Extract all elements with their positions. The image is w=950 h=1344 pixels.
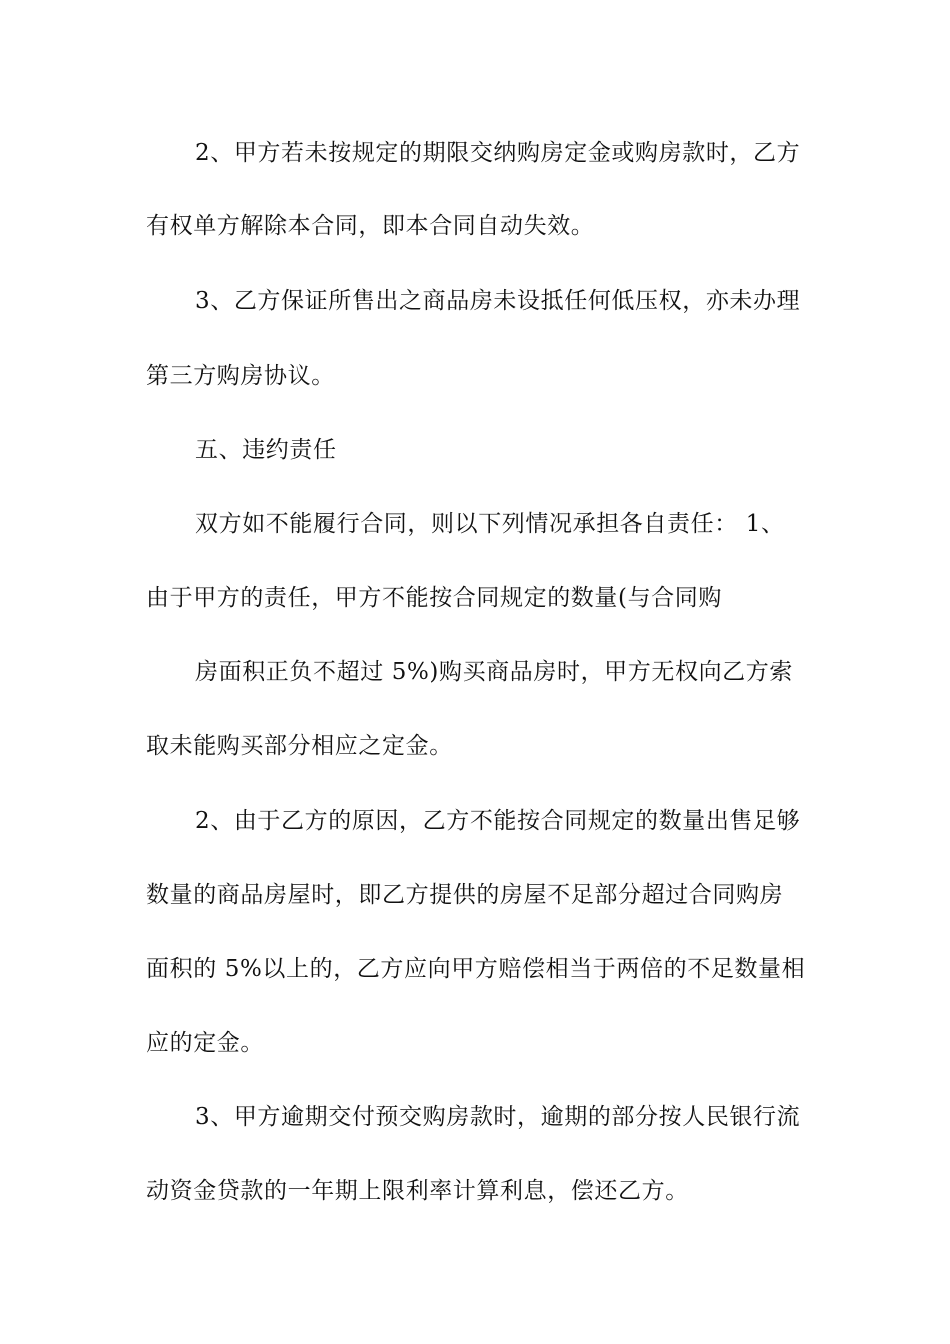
paragraph-line: 取未能购买部分相应之定金。: [146, 733, 453, 759]
paragraph-line: 2、甲方若未按规定的期限交纳购房定金或购房款时，乙方: [195, 140, 801, 166]
paragraph-line: 房面积正负不超过 5%)购买商品房时，甲方无权向乙方索: [195, 659, 793, 685]
paragraph-line: 有权单方解除本合同，即本合同自动失效。: [146, 213, 595, 239]
paragraph-line: 面积的 5%以上的，乙方应向甲方赔偿相当于两倍的不足数量相: [146, 956, 806, 982]
paragraph-line: 由于甲方的责任，甲方不能按合同规定的数量(与合同购: [146, 585, 722, 611]
section-heading: 五、违约责任: [195, 437, 337, 463]
paragraph-line: 3、甲方逾期交付预交购房款时，逾期的部分按人民银行流: [195, 1104, 801, 1130]
paragraph-line: 数量的商品房屋时，即乙方提供的房屋不足部分超过合同购房: [146, 882, 784, 908]
paragraph-line: 应的定金。: [146, 1030, 264, 1056]
paragraph-line: 2、由于乙方的原因，乙方不能按合同规定的数量出售足够: [195, 808, 801, 834]
paragraph-line: 3、乙方保证所售出之商品房未设抵任何低压权，亦未办理: [195, 288, 801, 314]
paragraph-line: 双方如不能履行合同，则以下列情况承担各自责任： 1、: [195, 511, 785, 537]
paragraph-line: 第三方购房协议。: [146, 363, 335, 389]
paragraph-line: 动资金贷款的一年期上限利率计算利息，偿还乙方。: [146, 1178, 689, 1204]
